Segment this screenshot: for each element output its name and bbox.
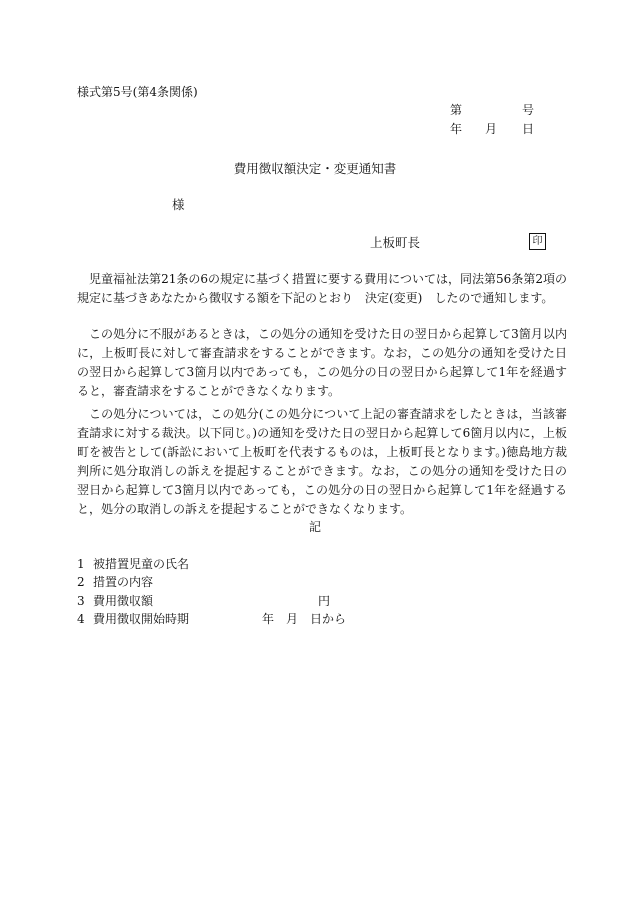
issue-date-year: 年 [450, 122, 463, 136]
addressee-honorific: 様 [172, 197, 185, 212]
document-title: 費用徴収額決定・変更通知書 [233, 161, 397, 176]
list-item [77, 612, 189, 627]
form-label: 様式第5号(第4条関係) [77, 85, 198, 99]
list-item-label: 費用徴収額 [93, 594, 154, 608]
list-item-number: 2 [77, 575, 85, 589]
start-date-day-from: 日から [310, 612, 347, 626]
list-item-label: 被措置児童の氏名 [93, 557, 190, 571]
list-item [77, 557, 189, 572]
list-item [77, 575, 153, 590]
body-paragraph-decision: 児童福祉法第21条の6の規定に基づく措置に要する費用については，同法第56条第2項の規定に基づきあなたから徴収する額を下記のとおり 決定(変更) したので通知します。 [77, 272, 567, 305]
list-item-number: 1 [77, 557, 85, 571]
body-paragraph-review-request: この処分に不服があるときは，この処分の通知を受けた日の翌日から起算して3箇月以内に，上板町長に対して審査請求をすることができます。なお，この処分の通知を受けた日の翌日から起算して3箇月以内であっても，この処分の日の翌日から起算して1年を経過すると，審査請求をすることができなくなります。 [77, 327, 567, 398]
start-date-month: 月 [286, 612, 299, 626]
list-item [77, 594, 153, 609]
issue-date-month: 月 [485, 122, 498, 136]
document-number-prefix: 第 [450, 103, 463, 117]
list-item-number: 4 [77, 612, 85, 626]
list-item-label: 費用徴収開始時期 [93, 612, 190, 626]
ki-heading: 記 [308, 520, 321, 534]
amount-unit: 円 [318, 594, 331, 608]
sender-name: 上板町長 [370, 235, 421, 250]
document-number-suffix: 号 [522, 103, 535, 117]
issue-date-day: 日 [522, 122, 535, 136]
list-item-label: 措置の内容 [93, 575, 154, 589]
start-date-year: 年 [262, 612, 275, 626]
seal-mark: 印 [529, 233, 546, 250]
list-item-number: 3 [77, 594, 85, 608]
body-paragraph-lawsuit: この処分については，この処分(この処分について上記の審査請求をしたときは，当該審査請求に対する裁決。以下同じ。)の通知を受けた日の翌日から起算して6箇月以内に，上板町を被告として(訴訟において上板町を代表するものは，上板町長となります。)徳島地方裁判所に処分取消しの訴えを提起することができます。なお，この処分の通知を受けた日の翌日から起算して3箇月以内であっても，この処分の日の翌日から起算して1年を経過すると，処分の取消しの訴えを提起することができなくなります。 [77, 407, 567, 516]
